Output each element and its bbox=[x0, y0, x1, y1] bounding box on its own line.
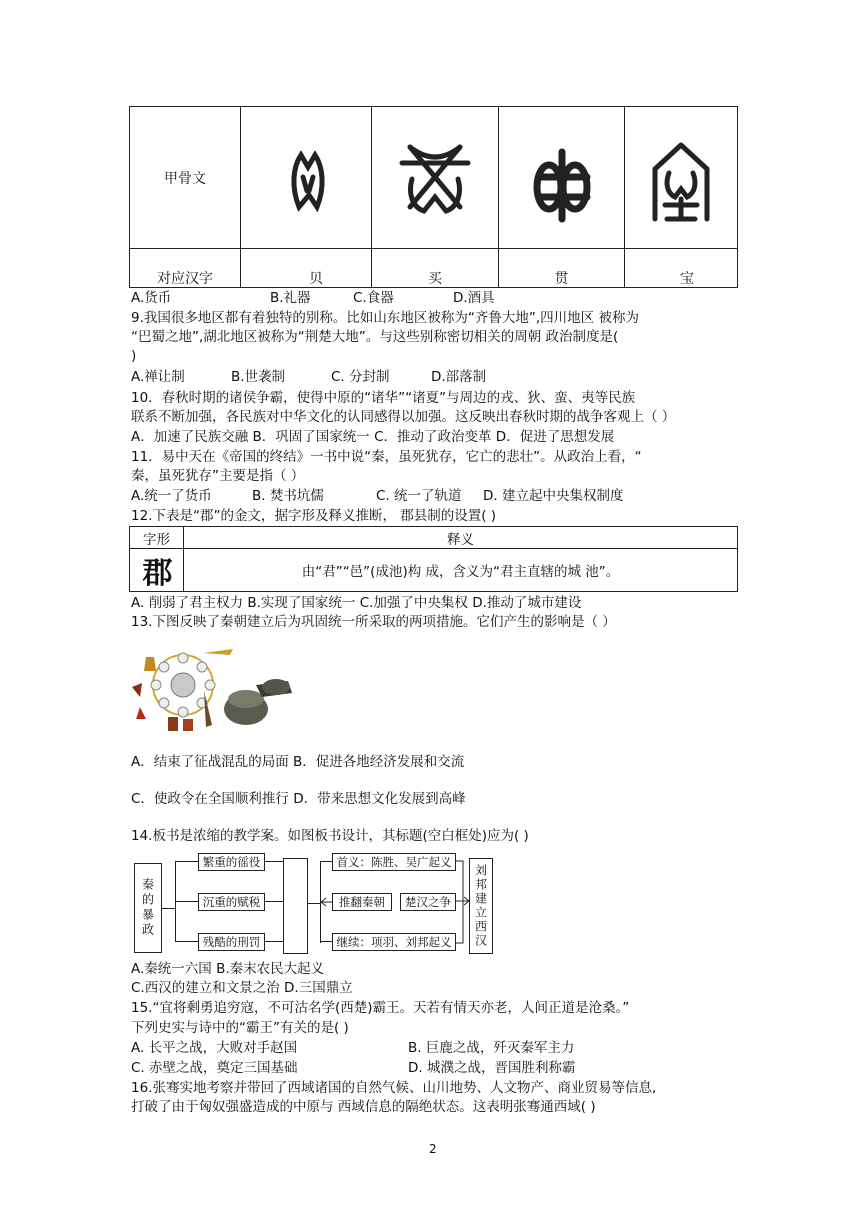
q9-option-a: A.禅让制 bbox=[131, 369, 185, 385]
q14-stem-line1: 14.板书是浓缩的教学案。如图板书设计，其标题(空白框处)应为( ) bbox=[131, 828, 529, 844]
arrow-left-icon bbox=[320, 895, 333, 909]
q8-option-b: B.礼器 bbox=[270, 290, 311, 306]
connector bbox=[162, 908, 175, 909]
hanzi-row-label-cell bbox=[129, 248, 241, 288]
q15-option-d: D. 城濮之战，晋国胜利称霸 bbox=[408, 1060, 576, 1076]
qin-unification-measures-photo bbox=[128, 645, 298, 737]
oracle-glyph-bei-icon bbox=[241, 107, 371, 248]
q13-stem-line1: 13.下图反映了秦朝建立后为巩固统一所采取的两项措施。它们产生的影响是（ ） bbox=[131, 614, 616, 630]
q16-stem-line2: 打破了由于匈奴强盛造成的中原与 西域信息的隔绝状态。这表明张骞通西域( ) bbox=[131, 1099, 596, 1115]
hanzi-char: 贯 bbox=[554, 271, 569, 287]
q12-meaning: 由“君”“邑”(成池)构 成，含义为“君主直辖的城 池”。 bbox=[301, 564, 620, 580]
connector bbox=[320, 861, 332, 862]
hanzi-cell bbox=[240, 248, 372, 288]
q12-header-glyph-label: 字形 bbox=[143, 531, 170, 548]
connector bbox=[175, 941, 198, 942]
q10-options: A．加速了民族交融 B．巩固了国家统一 C．推动了政治变革 D．促进了思想发展 bbox=[131, 429, 615, 445]
q11-stem-line2: 秦，虽死犹存”主要是指（ ） bbox=[131, 468, 305, 484]
q9-stem-line1: 9.我国很多地区都有着独特的别称。比如山东地区被称为“齐鲁大地”,四川地区 被称为 bbox=[131, 310, 639, 326]
q10-stem-line1: 10．春秋时期的诸侯争霸，使得中原的“诸华”“诸夏”与周边的戎、狄、蛮、夷等民族 bbox=[131, 390, 636, 406]
q15-option-c: C. 赤壁之战，奠定三国基础 bbox=[131, 1060, 298, 1076]
oracle-glyph-cell bbox=[240, 106, 372, 249]
diagram-blank-title-box bbox=[283, 858, 308, 954]
q9-option-b: B.世袭制 bbox=[231, 369, 286, 385]
q12-options: A. 削弱了君主权力 B.实现了国家统一 C.加强了中央集权 D.推动了城市建设 bbox=[131, 595, 582, 611]
hanzi-cell bbox=[371, 248, 499, 288]
page-number: 2 bbox=[429, 1142, 437, 1156]
connector bbox=[265, 861, 283, 862]
oracle-glyph-mai-icon bbox=[372, 107, 498, 248]
q12-header-meaning-label: 释义 bbox=[447, 531, 474, 548]
oracle-row-label: 甲骨文 bbox=[164, 170, 206, 187]
q8-option-c: C.食器 bbox=[353, 290, 394, 306]
q11-option-b: B. 焚书坑儒 bbox=[252, 488, 324, 504]
hanzi-char: 贝 bbox=[309, 271, 323, 287]
hanzi-char: 宝 bbox=[680, 271, 694, 287]
oracle-glyph-guan-icon bbox=[499, 107, 624, 248]
q14-options-ab: A.秦统一六国 B.秦末农民大起义 bbox=[131, 961, 325, 977]
q9-option-c: C. 分封制 bbox=[331, 369, 390, 385]
oracle-glyph-cell bbox=[624, 106, 738, 249]
hanzi-char: 买 bbox=[428, 271, 442, 287]
connector bbox=[175, 861, 198, 862]
oracle-glyph-cell bbox=[371, 106, 499, 249]
q12-meaning-cell bbox=[183, 548, 738, 592]
q11-option-c: C. 统一了轨道 bbox=[376, 488, 462, 504]
q15-option-a: A. 长平之战，大败对手赵国 bbox=[131, 1040, 298, 1056]
q11-option-d: D. 建立起中央集权制度 bbox=[483, 488, 624, 504]
oracle-row-label-cell bbox=[129, 106, 241, 249]
q13-options-ab: A．结束了征战混乱的局面 B．促进各地经济发展和交流 bbox=[131, 754, 465, 770]
oracle-glyph-cell bbox=[498, 106, 625, 249]
q8-option-d: D.酒具 bbox=[453, 290, 495, 306]
q15-option-b: B. 巨鹿之战，歼灭秦军主力 bbox=[408, 1040, 575, 1056]
connector bbox=[265, 941, 283, 942]
q13-options-cd: C．使政令在全国顺利推行 D．带来思想文化发展到高峰 bbox=[131, 791, 466, 807]
hanzi-cell bbox=[498, 248, 625, 288]
connector bbox=[320, 941, 332, 942]
q9-option-d: D.部落制 bbox=[431, 369, 487, 385]
diagram-continued-uprising: 继续：项羽、刘邦起义 bbox=[332, 933, 456, 951]
connector bbox=[308, 903, 320, 904]
diagram-qin-tyranny: 秦的暴政 bbox=[134, 863, 162, 953]
q16-stem-line1: 16.张骞实地考察并带回了西域诸国的自然气候、山川地势、人文物产、商业贸易等信息, bbox=[131, 1080, 657, 1096]
q9-stem-line3: ) bbox=[131, 348, 137, 364]
diagram-liu-bang-western-han: 刘邦建立西汉 bbox=[469, 858, 493, 954]
connector bbox=[175, 901, 198, 902]
q12-header-meaning bbox=[183, 526, 738, 549]
hanzi-row-label: 对应汉字 bbox=[157, 271, 213, 287]
q10-stem-line2: 联系不断加强，各民族对中华文化的认同感得以加强。这反映出春秋时期的战争客观上（ ） bbox=[131, 409, 676, 425]
diagram-cause-taxes: 沉重的赋税 bbox=[198, 893, 265, 911]
arrow-right-icon bbox=[456, 853, 470, 953]
q12-stem-line1: 12.下表是“郡”的金文，据字形及释义推断， 郡县制的设置( ) bbox=[131, 508, 497, 524]
q14-options-cd: C.西汉的建立和文景之治 D.三国鼎立 bbox=[131, 980, 353, 996]
diagram-first-uprising: 首义：陈胜、吴广起义 bbox=[332, 853, 456, 871]
q12-header-glyph bbox=[129, 526, 184, 549]
diagram-cause-corvee: 繁重的徭役 bbox=[198, 853, 265, 871]
hanzi-cell bbox=[624, 248, 738, 288]
connector bbox=[265, 901, 283, 902]
q12-glyph-cell bbox=[129, 548, 184, 592]
diagram-cause-punishment: 残酷的刑罚 bbox=[198, 933, 265, 951]
oracle-glyph-bao-icon bbox=[625, 107, 737, 248]
q15-stem-line1: 15.“宜将剩勇追穷寇，不可沽名学(西楚)霸王。天若有情天亦老，人间正道是沧桑。” bbox=[131, 1000, 630, 1016]
q11-stem-line1: 11．易中天在《帝国的终结》一书中说“秦，虽死犹存，它亡的悲壮”。从政治上看，“ bbox=[131, 449, 642, 465]
q12-glyph: 郡 bbox=[142, 556, 171, 591]
q8-option-a: A.货币 bbox=[131, 290, 172, 306]
diagram-chu-han: 楚汉之争 bbox=[400, 893, 456, 911]
q15-stem-line2: 下列史实与诗中的“霸王”有关的是( ) bbox=[131, 1020, 349, 1036]
q11-option-a: A.统一了货币 bbox=[131, 488, 212, 504]
q9-stem-line2: “巴蜀之地”,湖北地区被称为“荆楚大地”。与这些别称密切相关的周朝 政治制度是( bbox=[131, 329, 619, 345]
diagram-overthrow-qin: 推翻秦朝 bbox=[332, 893, 392, 911]
